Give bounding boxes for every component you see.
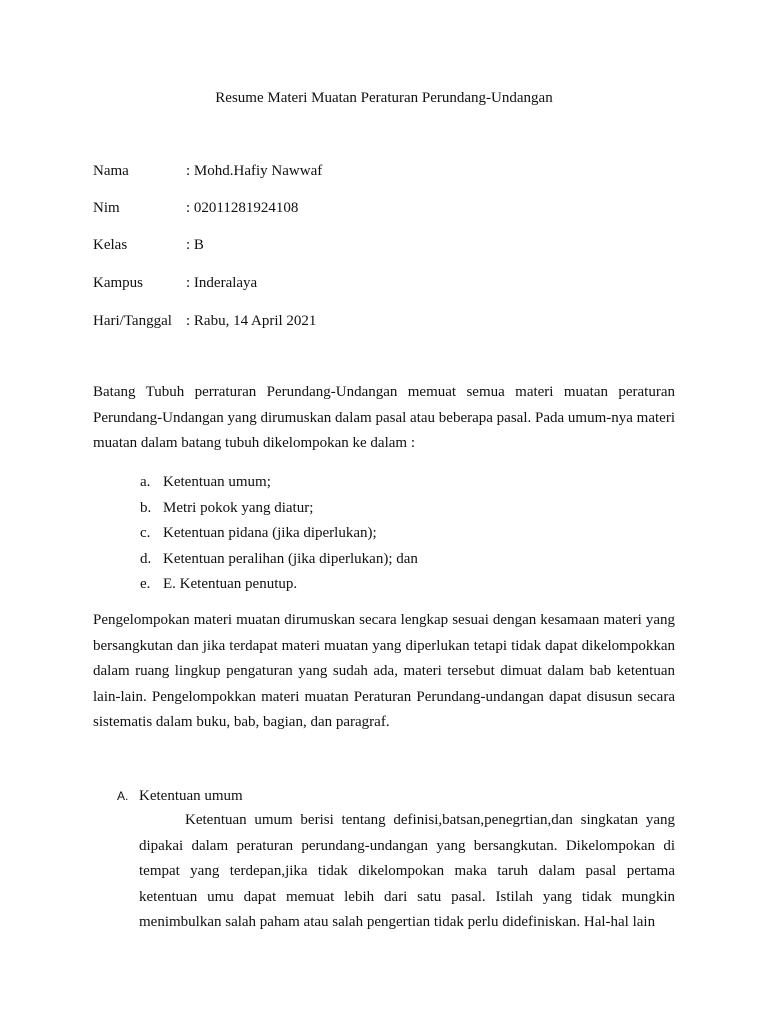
list-item xyxy=(140,470,418,496)
list-item-text: E. Ketentuan penutup. xyxy=(163,576,298,592)
list-item xyxy=(140,496,418,522)
list-item-text: Ketentuan pidana (jika diperlukan); xyxy=(163,525,377,541)
list-item-text: Ketentuan umum; xyxy=(163,474,271,490)
info-row-nim xyxy=(93,198,298,218)
info-value: : Rabu, 14 April 2021 xyxy=(186,313,317,329)
info-value: : Mohd.Hafiy Nawwaf xyxy=(186,163,323,179)
intro-paragraph: Batang Tubuh perraturan Perundang-Undangan memuat semua materi muatan peraturan Perundang-Undangan yang dirumuskan dalam pasal atau beberapa pasal. Pada umum-nya materi muatan dalam batang tubuh dikelompokan ke dalam : xyxy=(93,384,675,451)
info-row-hari-tanggal xyxy=(93,311,316,331)
document-title: Resume Materi Muatan Peraturan Perundang-Undangan xyxy=(215,90,553,106)
list-item xyxy=(140,521,418,547)
info-row-nama xyxy=(93,161,322,181)
info-row-kampus xyxy=(93,273,257,293)
info-value: : 02011281924108 xyxy=(186,200,299,216)
list-marker: a. xyxy=(140,474,151,490)
info-label: Kelas xyxy=(93,237,128,253)
section-heading-text: Ketentuan umum xyxy=(139,788,243,804)
info-label: Kampus xyxy=(93,275,143,291)
info-value: : Inderalaya xyxy=(186,275,258,291)
list-marker: e. xyxy=(140,576,151,592)
list-marker: b. xyxy=(140,499,152,516)
list-item xyxy=(140,572,418,598)
list-item-text: Metri pokok yang diatur; xyxy=(163,499,314,516)
content-list xyxy=(140,470,418,598)
list-marker: c. xyxy=(140,525,151,541)
list-item xyxy=(140,547,418,573)
list-item-text: Ketentuan peralihan (jika diperlukan); dan xyxy=(163,550,418,567)
info-value: : B xyxy=(186,237,204,253)
section-heading xyxy=(117,786,243,806)
section-body: Ketentuan umum berisi tentang definisi,batsan,penegrtian,dan singkatan yang dipakai dalam peraturan perundang-undangan yang bersangkutan. Dikelompokan di tempat yang terdepan,jika tidak dikelompokan maka taruh dalam pasal pertama ketentuan umu dapat memuat lebih dari satu pasal. Istilah yang tidak mungkin menimbulkan salah paham atau salah pengertian tidak perlu didefiniskan. Hal-hal lain xyxy=(139,812,675,930)
info-label: Hari/Tanggal xyxy=(93,313,172,329)
list-marker: d. xyxy=(140,550,152,567)
grouping-paragraph: Pengelompokan materi muatan dirumuskan secara lengkap sesuai dengan kesamaan materi yang bersangkutan dan jika terdapat materi muatan yang diperlukan tetapi tidak dapat dikelompokkan dalam ruang lingkup pengaturan yang sudah ada, materi tersebut dimuat dalam bab ketentuan lain-lain. Pengelompokkan materi muatan Peraturan Perundang-undangan dapat disusun secara sistematis dalam buku, bab, bagian, dan paragraf. xyxy=(93,612,675,730)
info-label: Nama xyxy=(93,163,129,179)
info-row-kelas xyxy=(93,235,204,255)
info-label: Nim xyxy=(93,200,120,216)
section-marker: A. xyxy=(117,789,129,803)
